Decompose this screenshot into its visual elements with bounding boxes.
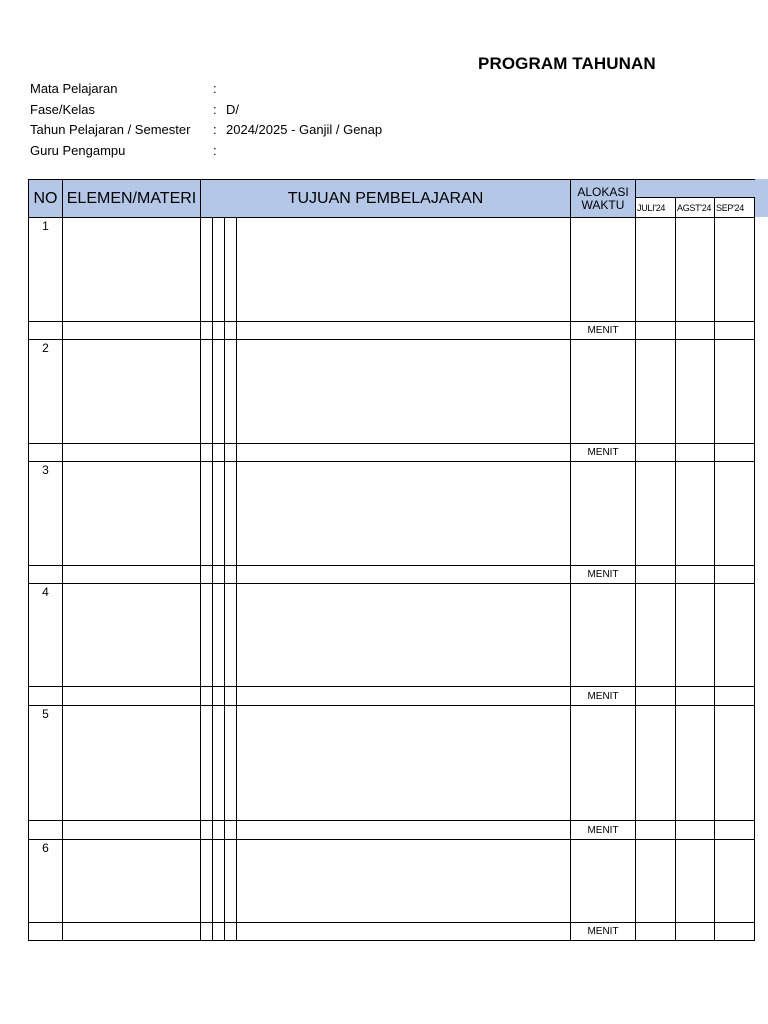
cell-empty [63, 566, 201, 584]
cell-spacer [213, 566, 225, 584]
cell-month[interactable] [636, 584, 676, 687]
cell-empty [237, 821, 571, 840]
program-table-wrapper [28, 179, 755, 941]
cell-alokasi[interactable] [571, 218, 636, 322]
cell-spacer [225, 687, 237, 706]
cell-tujuan[interactable] [237, 218, 571, 322]
cell-month[interactable] [715, 584, 755, 687]
meta-colon: : [213, 122, 217, 137]
row-number: 5 [29, 706, 63, 821]
cell-empty [63, 322, 201, 340]
cell-tujuan[interactable] [237, 462, 571, 566]
cell-empty [29, 821, 63, 840]
unit-label: MENIT [571, 322, 636, 340]
meta-colon: : [213, 81, 217, 96]
table-row-unit [29, 687, 755, 706]
cell-spacer [213, 462, 225, 566]
row-number: 6 [29, 840, 63, 923]
cell-alokasi[interactable] [571, 706, 636, 821]
cell-spacer [225, 218, 237, 322]
meta-label: Guru Pengampu [30, 142, 126, 158]
cell-empty [636, 566, 676, 584]
cell-empty [715, 444, 755, 462]
cell-spacer [225, 923, 237, 941]
cell-month[interactable] [676, 706, 715, 821]
table-row-unit [29, 566, 755, 584]
cell-empty [237, 687, 571, 706]
cell-spacer [201, 584, 213, 687]
cell-tujuan[interactable] [237, 340, 571, 444]
row-number: 2 [29, 340, 63, 444]
cell-empty [676, 322, 715, 340]
cell-empty [715, 566, 755, 584]
cell-spacer [213, 584, 225, 687]
row-number: 4 [29, 584, 63, 687]
cell-spacer [201, 821, 213, 840]
header-month-group [636, 180, 755, 198]
cell-spacer [213, 706, 225, 821]
header-elemen: ELEMEN/MATERI [63, 180, 201, 218]
cell-spacer [213, 840, 225, 923]
cell-empty [63, 687, 201, 706]
cell-spacer [213, 444, 225, 462]
header-month-sep: SEP'24 [715, 198, 755, 218]
header-alokasi [571, 180, 636, 218]
row-number: 3 [29, 462, 63, 566]
cell-empty [715, 923, 755, 941]
table-row-unit [29, 444, 755, 462]
unit-label: MENIT [571, 821, 636, 840]
header-alokasi-line2: WAKTU [581, 197, 625, 212]
meta-label: Fase/Kelas [30, 101, 96, 117]
cell-month[interactable] [636, 840, 676, 923]
cell-tujuan[interactable] [237, 840, 571, 923]
cell-empty [29, 923, 63, 941]
cell-spacer [213, 923, 225, 941]
cell-month[interactable] [676, 840, 715, 923]
cell-spacer [225, 340, 237, 444]
header-fill-overflow [755, 179, 768, 217]
cell-empty [676, 923, 715, 941]
unit-label: MENIT [571, 687, 636, 706]
cell-spacer [225, 444, 237, 462]
cell-month[interactable] [715, 840, 755, 923]
cell-empty [237, 566, 571, 584]
cell-empty [636, 821, 676, 840]
cell-spacer [201, 923, 213, 941]
cell-empty [715, 821, 755, 840]
cell-spacer [201, 840, 213, 923]
cell-spacer [201, 687, 213, 706]
meta-label: Mata Pelajaran [30, 81, 118, 96]
table-row-unit [29, 322, 755, 340]
meta-colon: : [213, 142, 217, 158]
header-no: NO [29, 180, 63, 218]
table-row [29, 706, 755, 821]
cell-spacer [201, 566, 213, 584]
table-row-unit [29, 821, 755, 840]
meta-value: 2024/2025 - Ganjil / Genap [226, 122, 383, 137]
cell-alokasi[interactable] [571, 840, 636, 923]
cell-month[interactable] [636, 706, 676, 821]
unit-label: MENIT [571, 566, 636, 584]
cell-empty [29, 444, 63, 462]
cell-spacer [225, 566, 237, 584]
cell-tujuan[interactable] [237, 706, 571, 821]
cell-spacer [201, 444, 213, 462]
header-month-juli: JULI'24 [636, 198, 676, 218]
table-row [29, 462, 755, 566]
cell-empty [676, 444, 715, 462]
table-row [29, 218, 755, 322]
cell-month[interactable] [715, 462, 755, 566]
header-alokasi-line1: ALOKASI [577, 184, 629, 199]
cell-empty [63, 923, 201, 941]
header-tujuan: TUJUAN PEMBELAJARAN [201, 180, 571, 218]
cell-elemen[interactable] [63, 462, 201, 566]
cell-spacer [213, 687, 225, 706]
meta-value: D/ [226, 101, 239, 117]
cell-spacer [213, 218, 225, 322]
cell-empty [676, 566, 715, 584]
header-month-agst: AGST'24 [676, 198, 715, 218]
cell-month[interactable] [715, 218, 755, 322]
cell-empty [237, 444, 571, 462]
cell-empty [237, 322, 571, 340]
cell-spacer [225, 462, 237, 566]
cell-tujuan[interactable] [237, 584, 571, 687]
meta-colon: : [213, 101, 217, 117]
cell-month[interactable] [715, 340, 755, 444]
cell-elemen[interactable] [63, 706, 201, 821]
cell-spacer [225, 821, 237, 840]
cell-empty [636, 687, 676, 706]
document-title: PROGRAM TAHUNAN [478, 54, 656, 73]
table-row [29, 340, 755, 444]
cell-spacer [213, 340, 225, 444]
cell-spacer [225, 322, 237, 340]
cell-empty [636, 444, 676, 462]
cell-elemen[interactable] [63, 584, 201, 687]
meta-label: Tahun Pelajaran / Semester [30, 122, 191, 137]
cell-empty [715, 687, 755, 706]
cell-month[interactable] [676, 340, 715, 444]
cell-empty [715, 322, 755, 340]
cell-empty [676, 687, 715, 706]
cell-month[interactable] [636, 340, 676, 444]
row-number: 1 [29, 218, 63, 322]
cell-spacer [201, 340, 213, 444]
cell-spacer [213, 322, 225, 340]
cell-empty [63, 444, 201, 462]
table-row [29, 584, 755, 687]
cell-empty [676, 821, 715, 840]
cell-elemen[interactable] [63, 840, 201, 923]
unit-label: MENIT [571, 444, 636, 462]
table-row-unit [29, 923, 755, 941]
cell-alokasi[interactable] [571, 584, 636, 687]
cell-empty [636, 322, 676, 340]
cell-month[interactable] [636, 218, 676, 322]
cell-empty [63, 821, 201, 840]
cell-spacer [201, 218, 213, 322]
cell-empty [237, 923, 571, 941]
cell-spacer [225, 706, 237, 821]
unit-label: MENIT [571, 923, 636, 941]
table-row [29, 840, 755, 923]
cell-spacer [225, 840, 237, 923]
table-body [29, 180, 755, 941]
cell-empty [29, 322, 63, 340]
cell-spacer [201, 462, 213, 566]
cell-empty [29, 687, 63, 706]
cell-alokasi[interactable] [571, 462, 636, 566]
header-row [29, 180, 755, 198]
cell-month[interactable] [676, 218, 715, 322]
cell-elemen[interactable] [63, 340, 201, 444]
cell-alokasi[interactable] [571, 340, 636, 444]
cell-spacer [201, 322, 213, 340]
cell-elemen[interactable] [63, 218, 201, 322]
cell-month[interactable] [676, 584, 715, 687]
cell-month[interactable] [715, 706, 755, 821]
cell-empty [636, 923, 676, 941]
cell-spacer [225, 584, 237, 687]
cell-month[interactable] [676, 462, 715, 566]
cell-month[interactable] [636, 462, 676, 566]
program-table [28, 179, 755, 941]
cell-spacer [201, 706, 213, 821]
cell-empty [29, 566, 63, 584]
cell-spacer [213, 821, 225, 840]
